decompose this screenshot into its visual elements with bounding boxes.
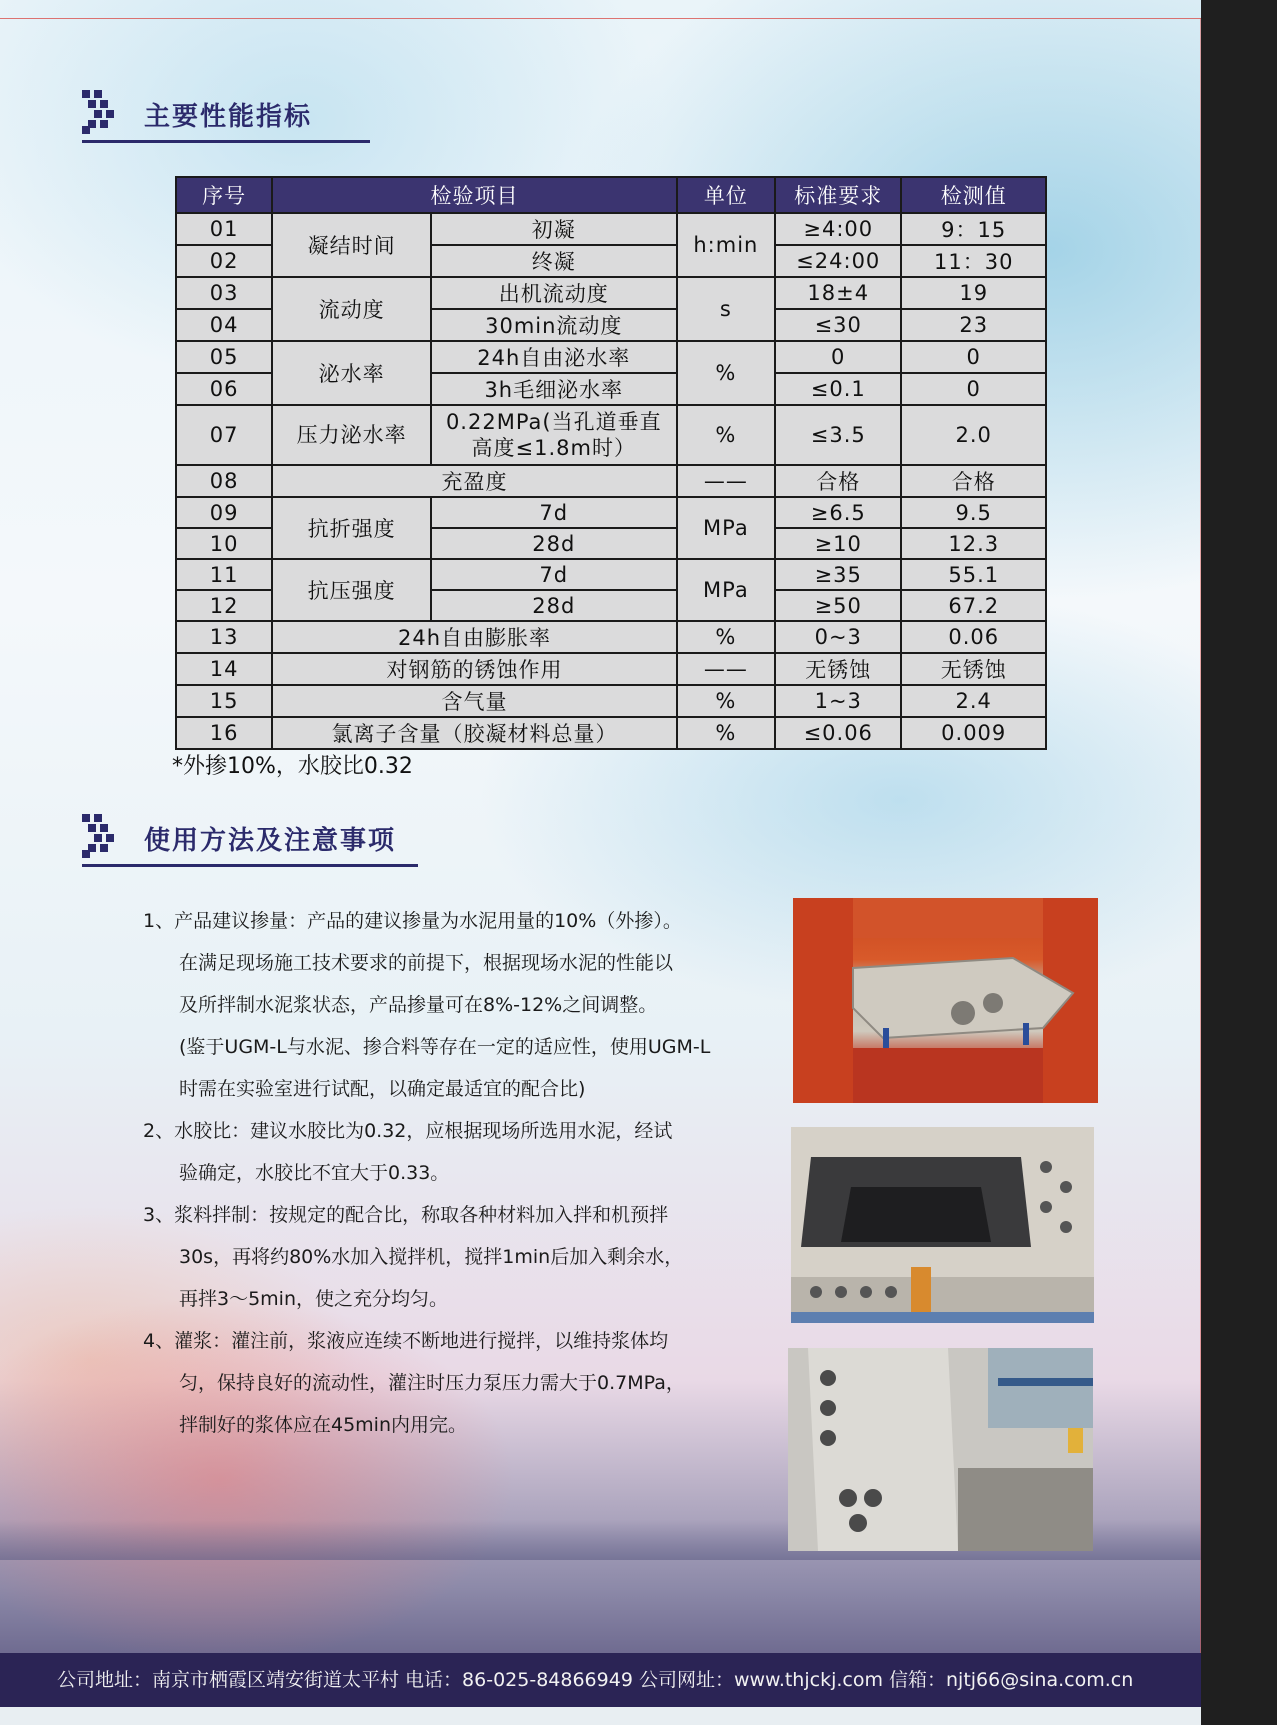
row-standard: 1~3 [775,685,901,717]
row-value: 0.009 [901,717,1046,749]
header-no: 序号 [176,177,272,213]
row-standard: 0~3 [775,621,901,653]
row-value: 9：15 [901,213,1046,245]
usage-line: 1、产品建议掺量：产品的建议掺量为水泥用量的10%（外掺）。 [143,910,682,932]
row-no: 11 [176,559,272,590]
row-no: 02 [176,245,272,277]
row-item: 出机流动度 [431,277,677,309]
row-value: 0 [901,341,1046,373]
header-unit: 单位 [677,177,775,213]
row-value: 11：30 [901,245,1046,277]
row-unit: h:min [677,213,775,277]
row-no: 10 [176,528,272,559]
row-item: 充盈度 [272,465,676,497]
table-row [176,341,1046,373]
row-standard: ≤24:00 [775,245,901,277]
row-standard: ≤30 [775,309,901,341]
row-item: 对钢筋的锈蚀作用 [272,653,676,685]
usage-line: 拌制好的浆体应在45min内用完。 [179,1414,468,1436]
top-border-line [0,18,1201,19]
table-row [176,685,1046,717]
section-underline [82,864,418,867]
section-underline [82,140,370,143]
row-value: 合格 [901,465,1046,497]
row-no: 12 [176,590,272,621]
photo-bridge-girder-crane [793,898,1098,1103]
table-row [176,497,1046,528]
row-unit: % [677,405,775,465]
row-value: 无锈蚀 [901,653,1046,685]
row-standard: ≥35 [775,559,901,590]
row-standard: 合格 [775,465,901,497]
row-value: 12.3 [901,528,1046,559]
company-footer [0,1653,1201,1707]
row-value: 23 [901,309,1046,341]
row-standard: ≤0.1 [775,373,901,405]
row-no: 04 [176,309,272,341]
row-group: 抗压强度 [272,559,431,621]
header-standard: 标准要求 [775,177,901,213]
row-value: 19 [901,277,1046,309]
table-row [176,277,1046,309]
usage-line: 再拌3～5min，使之充分均匀。 [179,1288,449,1310]
usage-line: 4、灌浆：灌注前，浆液应连续不断地进行搅拌，以维持浆体均 [143,1330,669,1352]
row-unit: —— [677,465,775,497]
row-no: 14 [176,653,272,685]
row-value: 0.06 [901,621,1046,653]
usage-line: 在满足现场施工技术要求的前提下，根据现场水泥的性能以 [179,952,674,974]
usage-line: (鉴于UGM-L与水泥、掺合料等存在一定的适应性，使用UGM-L [179,1036,711,1058]
section-title: 主要性能指标 [144,102,313,132]
photo-box-girder-interior [791,1127,1094,1323]
row-no: 05 [176,341,272,373]
row-no: 08 [176,465,272,497]
row-standard: ≥10 [775,528,901,559]
footer-contact-text: 公司地址：南京市栖霞区靖安街道太平村 电话：86-025-84866949 公司网址：www.thjckj.com 信箱：njtj66@sina.com.cn [57,1669,1134,1691]
table-header-row [176,177,1046,213]
table-row [176,405,1046,465]
row-value: 55.1 [901,559,1046,590]
row-unit: % [677,621,775,653]
row-standard: 无锈蚀 [775,653,901,685]
row-unit: % [677,717,775,749]
photo-girder-anchor-ends [788,1348,1093,1551]
row-item: 初凝 [431,213,677,245]
header-item: 检验项目 [272,177,676,213]
row-item: 终凝 [431,245,677,277]
row-no: 13 [176,621,272,653]
table-row [176,717,1046,749]
row-group: 凝结时间 [272,213,431,277]
row-no: 09 [176,497,272,528]
row-value: 2.4 [901,685,1046,717]
row-no: 07 [176,405,272,465]
bottom-strip [0,1707,1201,1725]
usage-line: 2、水胶比：建议水胶比为0.32，应根据现场所选用水泥，经试 [143,1120,673,1142]
right-border-line [1200,18,1201,1708]
row-unit: s [677,277,775,341]
row-standard: 18±4 [775,277,901,309]
table-row [176,559,1046,590]
row-standard: ≥4:00 [775,213,901,245]
header-value: 检测值 [901,177,1046,213]
row-group: 泌水率 [272,341,431,405]
row-unit: % [677,685,775,717]
row-item: 7d [431,559,677,590]
row-standard: ≤3.5 [775,405,901,465]
row-group: 压力泌水率 [272,405,431,465]
row-no: 01 [176,213,272,245]
table-footnote: *外掺10%，水胶比0.32 [172,754,413,779]
row-no: 06 [176,373,272,405]
row-item: 24h自由膨胀率 [272,621,676,653]
table-row [176,621,1046,653]
row-standard: ≤0.06 [775,717,901,749]
usage-line: 匀，保持良好的流动性，灌注时压力泵压力需大于0.7MPa， [179,1372,685,1394]
usage-instructions [143,900,783,1446]
row-item: 0.22MPa(当孔道垂直高度≤1.8m时） [431,405,677,465]
performance-table [175,176,1047,750]
row-unit: % [677,341,775,405]
row-unit: MPa [677,559,775,621]
row-value: 9.5 [901,497,1046,528]
row-item: 氯离子含量（胶凝材料总量） [272,717,676,749]
row-item: 28d [431,590,677,621]
row-item: 7d [431,497,677,528]
row-no: 15 [176,685,272,717]
usage-line: 30s，再将约80%水加入搅拌机，搅拌1min后加入剩余水， [179,1246,684,1268]
row-group: 流动度 [272,277,431,341]
table-row [176,213,1046,245]
row-item: 3h毛细泌水率 [431,373,677,405]
row-no: 16 [176,717,272,749]
section-logo-icon [82,814,122,858]
table-row [176,465,1046,497]
section-title: 使用方法及注意事项 [144,826,397,856]
row-item: 30min流动度 [431,309,677,341]
row-value: 2.0 [901,405,1046,465]
row-value: 0 [901,373,1046,405]
row-group: 抗折强度 [272,497,431,559]
usage-line: 3、浆料拌制：按规定的配合比，称取各种材料加入拌和机预拌 [143,1204,669,1226]
row-standard: ≥6.5 [775,497,901,528]
usage-line: 验确定，水胶比不宜大于0.33。 [179,1162,450,1184]
row-value: 67.2 [901,590,1046,621]
row-standard: ≥50 [775,590,901,621]
usage-line: 时需在实验室进行试配，以确定最适宜的配合比) [179,1078,586,1100]
section-logo-icon [82,90,122,134]
row-standard: 0 [775,341,901,373]
row-item: 24h自由泌水率 [431,341,677,373]
table-row [176,653,1046,685]
usage-line: 及所拌制水泥浆状态，产品掺量可在8%-12%之间调整。 [179,994,658,1016]
row-no: 03 [176,277,272,309]
row-unit: —— [677,653,775,685]
row-item: 28d [431,528,677,559]
row-item: 含气量 [272,685,676,717]
row-unit: MPa [677,497,775,559]
